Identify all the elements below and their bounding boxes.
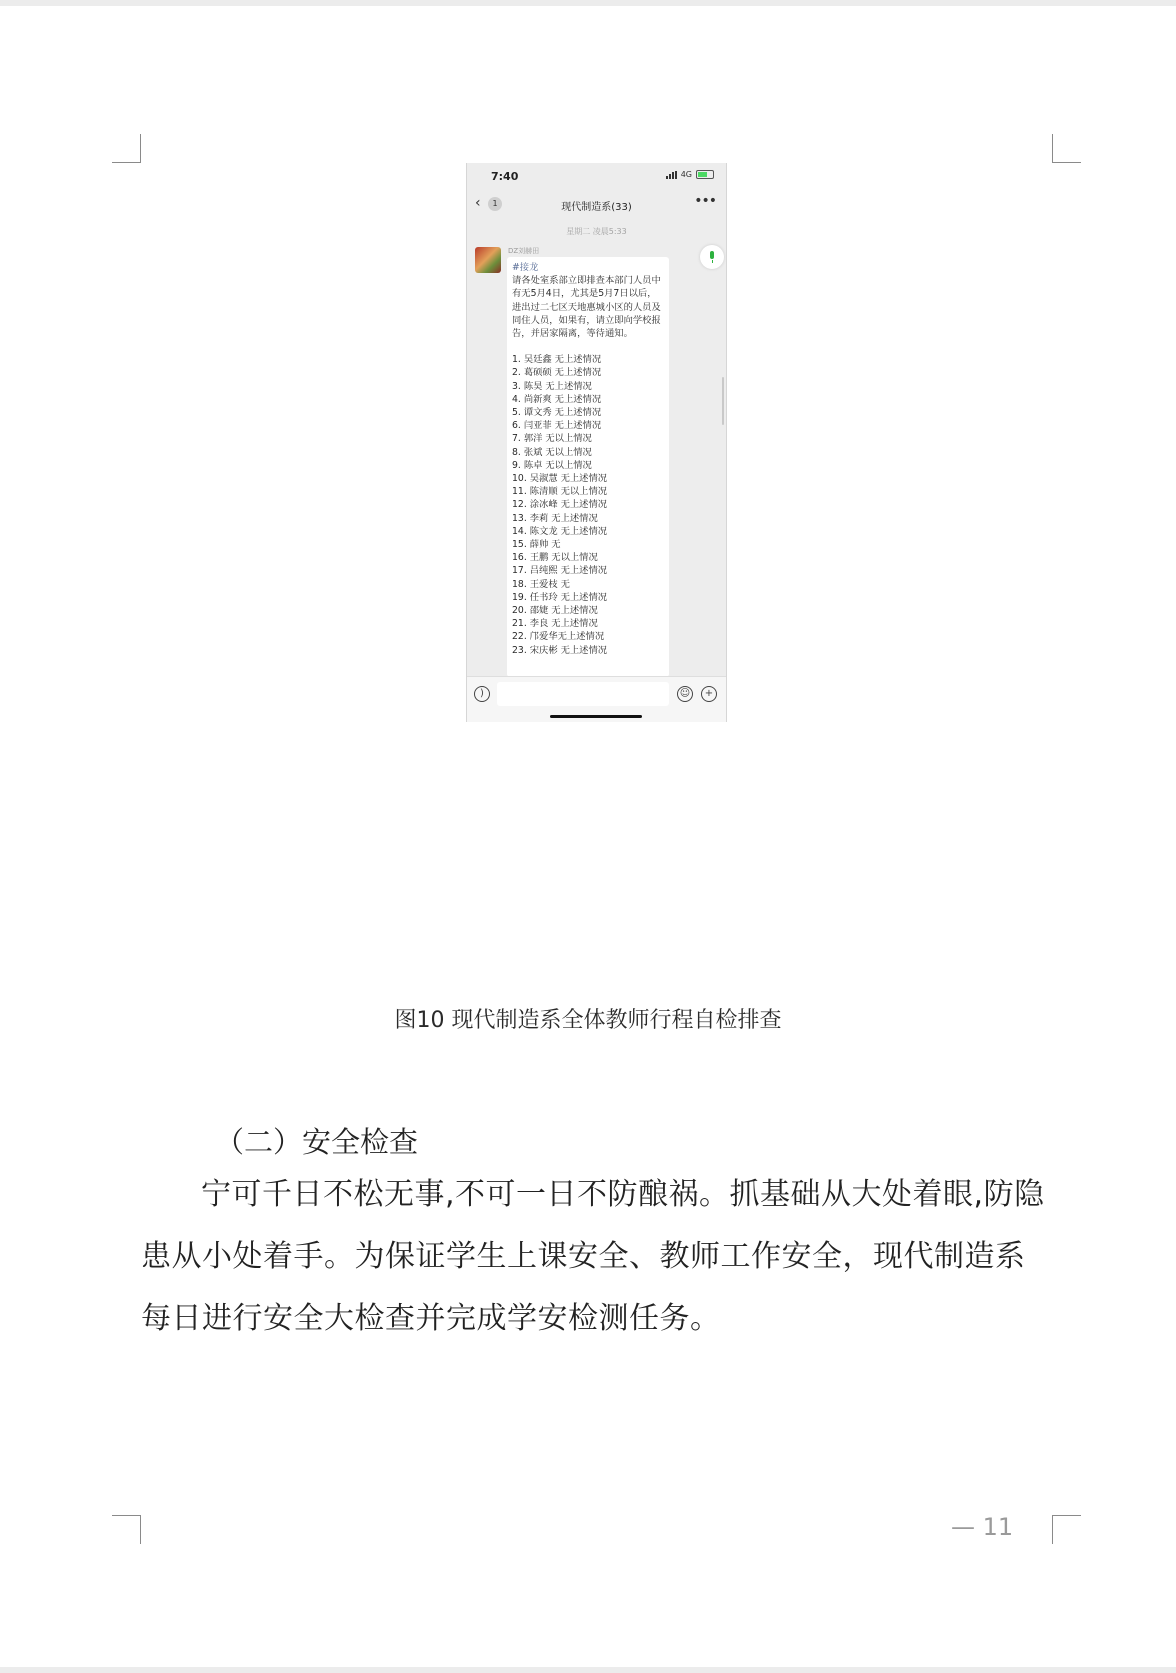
status-time: 7:40	[491, 170, 519, 183]
list-item: 1. 吴廷鑫 无上述情况	[512, 354, 602, 366]
scrollbar[interactable]	[722, 377, 724, 425]
roster-list	[512, 353, 664, 657]
list-item: 8. 张斌 无以上情况	[512, 446, 592, 458]
page-number: — 11	[951, 1513, 1014, 1541]
list-item: 19. 任书玲 无上述情况	[512, 591, 608, 603]
sender-name: DZ刘赫田	[508, 247, 540, 255]
list-item: 11. 陈清顺 无以上情况	[512, 486, 608, 498]
message-bubble[interactable]	[507, 257, 669, 677]
list-item: 5. 谭文秀 无上述情况	[512, 407, 602, 419]
figure-caption: 图10 现代制造系全体教师行程自检排查	[394, 1008, 782, 1033]
list-item: 4. 尚新爽 无上述情况	[512, 393, 602, 405]
list-item: 15. 薛帅 无	[512, 539, 561, 551]
list-item: 6. 闫亚菲 无上述情况	[512, 420, 602, 432]
list-item: 7. 郭洋 无以上情况	[512, 433, 592, 445]
message-input[interactable]	[497, 682, 669, 706]
more-icon[interactable]: •••	[694, 193, 716, 209]
microphone-icon[interactable]	[700, 245, 724, 269]
hashtag[interactable]: #接龙	[512, 262, 539, 273]
message-timestamp: 星期二 凌晨5:33	[566, 227, 627, 236]
list-item: 14. 陈文龙 无上述情况	[512, 525, 608, 537]
crop-mark-top-left	[112, 134, 141, 163]
list-item: 16. 王鹏 无以上情况	[512, 552, 598, 564]
list-item: 12. 涂冰峰 无上述情况	[512, 499, 608, 511]
list-item: 3. 陈昊 无上述情况	[512, 380, 592, 392]
unread-badge[interactable]: 1	[488, 197, 502, 211]
battery-icon	[696, 170, 714, 179]
crop-mark-bottom-right	[1052, 1515, 1081, 1544]
list-item: 21. 李良 无上述情况	[512, 618, 598, 630]
crop-mark-bottom-left	[112, 1515, 141, 1544]
list-item: 9. 陈卓 无以上情况	[512, 459, 592, 471]
home-indicator	[550, 715, 642, 718]
list-item: 2. 葛硕硕 无上述情况	[512, 367, 602, 379]
message-text: 请各处室系部立即排查本部门人员中有无5月4日，尤其是5月7日以后，进出过二七区天地惠城小区的人员及同住人员，如果有，请立即向学校报告，并居家隔离，等待通知。	[512, 275, 661, 340]
crop-mark-top-right	[1052, 134, 1081, 163]
list-item: 23. 宋庆彬 无上述情况	[512, 644, 608, 656]
list-item: 20. 邵婕 无上述情况	[512, 605, 598, 617]
section-heading: （二）安全检查	[215, 1125, 419, 1159]
emoji-icon[interactable]: ☺	[677, 686, 693, 702]
status-icons	[666, 170, 714, 179]
top-gray-band	[0, 0, 1176, 6]
body-paragraph: 宁可千日不松无事,不可一日不防酿祸。抓基础从大处着眼,防隐患从小处着手。为保证学生上课安全、教师工作安全，现代制造系每日进行安全大检查并完成学安检测任务。	[141, 1177, 1045, 1336]
group-title: 现代制造系(33)	[561, 202, 632, 213]
chat-header	[467, 187, 726, 221]
bottom-gray-band	[0, 1667, 1176, 1673]
voice-icon[interactable]: )	[474, 686, 490, 702]
list-item: 22. 邝爱华无上述情况	[512, 631, 605, 643]
list-item: 10. 吴淑慧 无上述情况	[512, 473, 608, 485]
signal-icon	[666, 171, 677, 179]
plus-icon[interactable]: +	[701, 686, 717, 702]
chat-screenshot	[466, 163, 727, 722]
status-bar	[467, 163, 726, 187]
list-item: 18. 王爱枝 无	[512, 578, 570, 590]
input-bar	[467, 676, 726, 722]
back-chevron-icon[interactable]: ‹	[475, 195, 481, 211]
list-item: 17. 吕纯熙 无上述情况	[512, 565, 608, 577]
avatar[interactable]	[475, 247, 501, 273]
list-item: 13. 李莉 无上述情况	[512, 512, 598, 524]
network-label: 4G	[680, 170, 692, 179]
